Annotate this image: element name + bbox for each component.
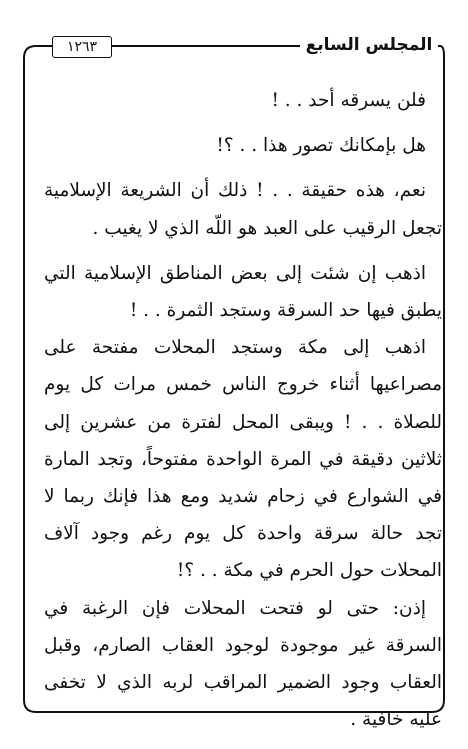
paragraph-5: اذهب إلى مكة وستجد المحلات مفتحة على مصراعيها أثناء خروج الناس خمس مرات كل يوم للصلاة . . ! ويبقى المحل لفترة من عشرين إلى ثلاثين دقيقة في المرة الواحدة مفتوحاً، وتجد المارة في الشوارع في زحام شديد ومع هذا فإنك ربما لا تجد حالة سرقة واحدة كل يوم رغم وجود آلاف المحلات حول الحرم في مكة . . ؟! [44, 337, 442, 582]
paragraph-3: نعم، هذه حقيقة . . ! ذلك أن الشريعة الإسلامية تجعل الرقيب على العبد هو اللّه الذي لا يغيب . [44, 180, 442, 239]
page-number: ١٢٦٣ [52, 36, 112, 58]
body-text [44, 82, 442, 738]
chapter-title: المجلس السابع [300, 34, 438, 56]
paragraph-1: فلن يسرقه أحد . . ! [271, 90, 426, 111]
paragraph-2: هل بإمكانك تصور هذا . . ؟! [216, 135, 426, 157]
paragraph-4: اذهب إن شئت إلى بعض المناطق الإسلامية التي يطبق فيها حد السرقة وستجد الثمرة . . ! [44, 262, 442, 322]
paragraph-6: إذن: حتى لو فتحت المحلات فإن الرغبة في السرقة غير موجودة لوجود العقاب الصارم، وقبل العقاب وجود الضمير المراقب لربه الذي لا تخفى عليه خافية . [44, 597, 442, 731]
